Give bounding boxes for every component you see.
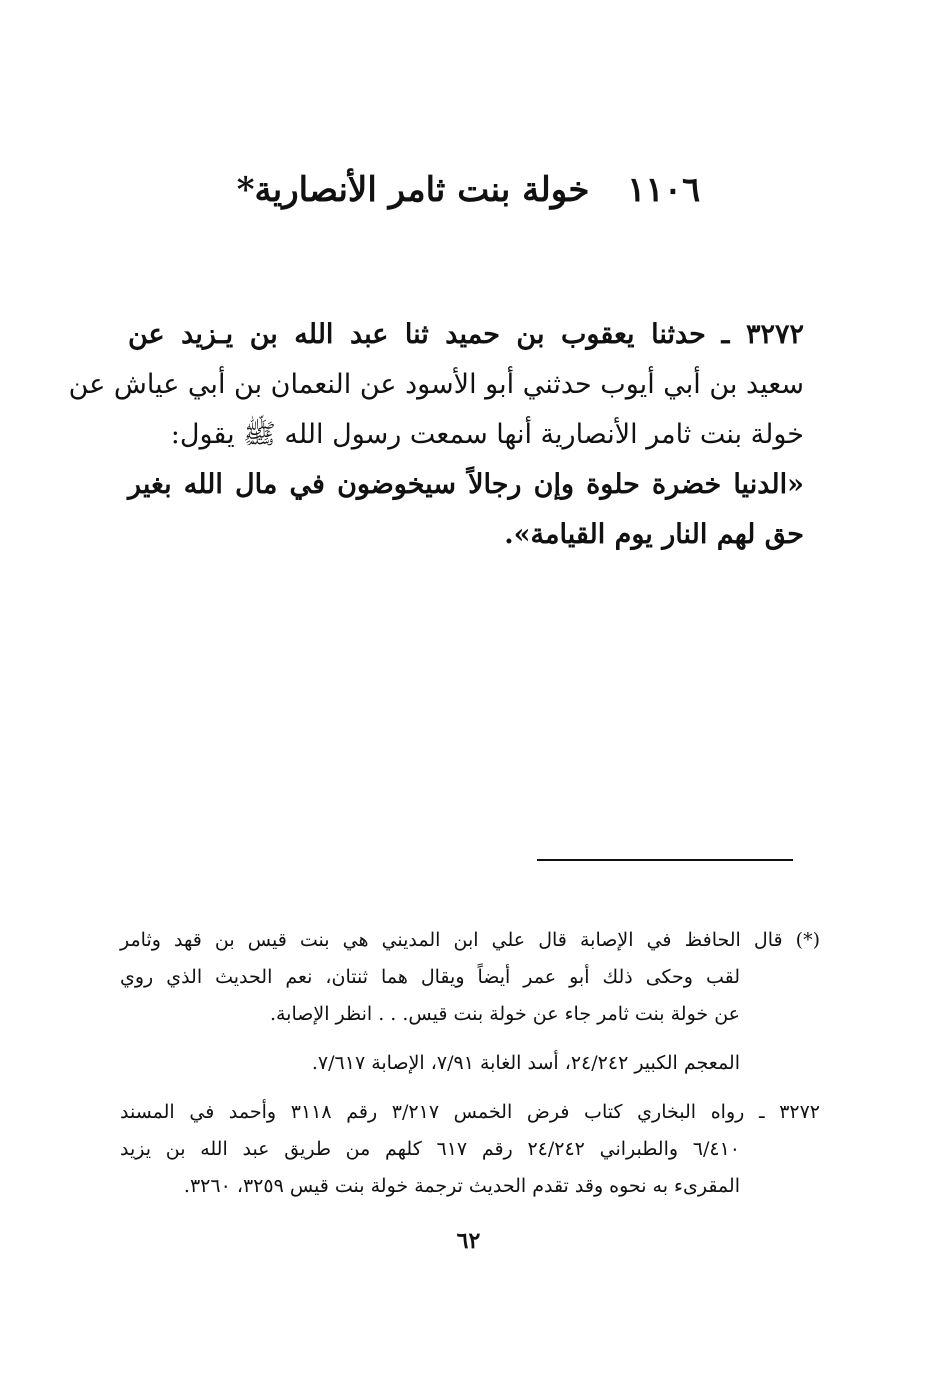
entry-number: ١١٠٦ (627, 170, 701, 210)
page-number: ٦٢ (456, 1228, 481, 1254)
hadith-line-1 (128, 310, 804, 360)
biography-line-2: لقب وحكى ذلك أبو عمر أيضاً ويقال هما ثنتان، نعم الحديث الذي روي (120, 966, 740, 988)
takhrij-footnote (120, 1094, 820, 1205)
hadith-text (68, 310, 804, 560)
hadith-line-3: خولة بنت ثامر الأنصارية أنها سمعت رسول الله ﷺ يقول: (170, 419, 804, 450)
biography-line-1: (*) قال الحافظ في الإصابة قال علي ابن المديني هي بنت قيس بن قهد وثامر (120, 929, 820, 951)
biography-line-3: عن خولة بنت ثامر جاء عن خولة بنت قيس. . . انظر الإصابة. (269, 1003, 740, 1025)
takhrij-line-2: ٦/٤١٠ والطبراني ٢٤/٢٤٢ رقم ٦١٧ كلهم من طريق عبد الله بن يزيد (120, 1138, 740, 1160)
hadith-line-4: «الدنيا خضرة حلوة وإن رجالاً سيخوضون في مال الله بغير (128, 469, 804, 500)
hadith-number: ٣٢٧٢ ـ (721, 319, 804, 350)
biography-footnote (120, 922, 820, 1033)
hadith-line-5: حق لهم النار يوم القيامة». (504, 519, 804, 550)
hadith-chain-start: حدثنا يعقوب بن حميد ثنا عبد الله بن يـزيد عن (128, 319, 706, 350)
entry-heading (0, 160, 937, 220)
footnote-divider (537, 859, 793, 861)
takhrij-line-3: المقرىء به نحوه وقد تقدم الحديث ترجمة خولة بنت قيس ٣٢٥٩، ٣٢٦٠. (183, 1175, 740, 1197)
entry-title: خولة بنت ثامر الأنصارية* (236, 170, 590, 210)
references-line: المعجم الكبير ٢٤/٢٤٢، أسد الغابة ٧/٩١، الإصابة ٧/٦١٧. (311, 1052, 740, 1074)
hadith-line-2: سعيد بن أبي أيوب حدثني أبو الأسود عن النعمان بن أبي عياش عن (68, 369, 804, 400)
takhrij-line-1: ٣٢٧٢ ـ رواه البخاري كتاب فرض الخمس ٣/٢١٧ رقم ٣١١٨ وأحمد في المسند (120, 1101, 821, 1123)
references-footnote (180, 1045, 740, 1082)
